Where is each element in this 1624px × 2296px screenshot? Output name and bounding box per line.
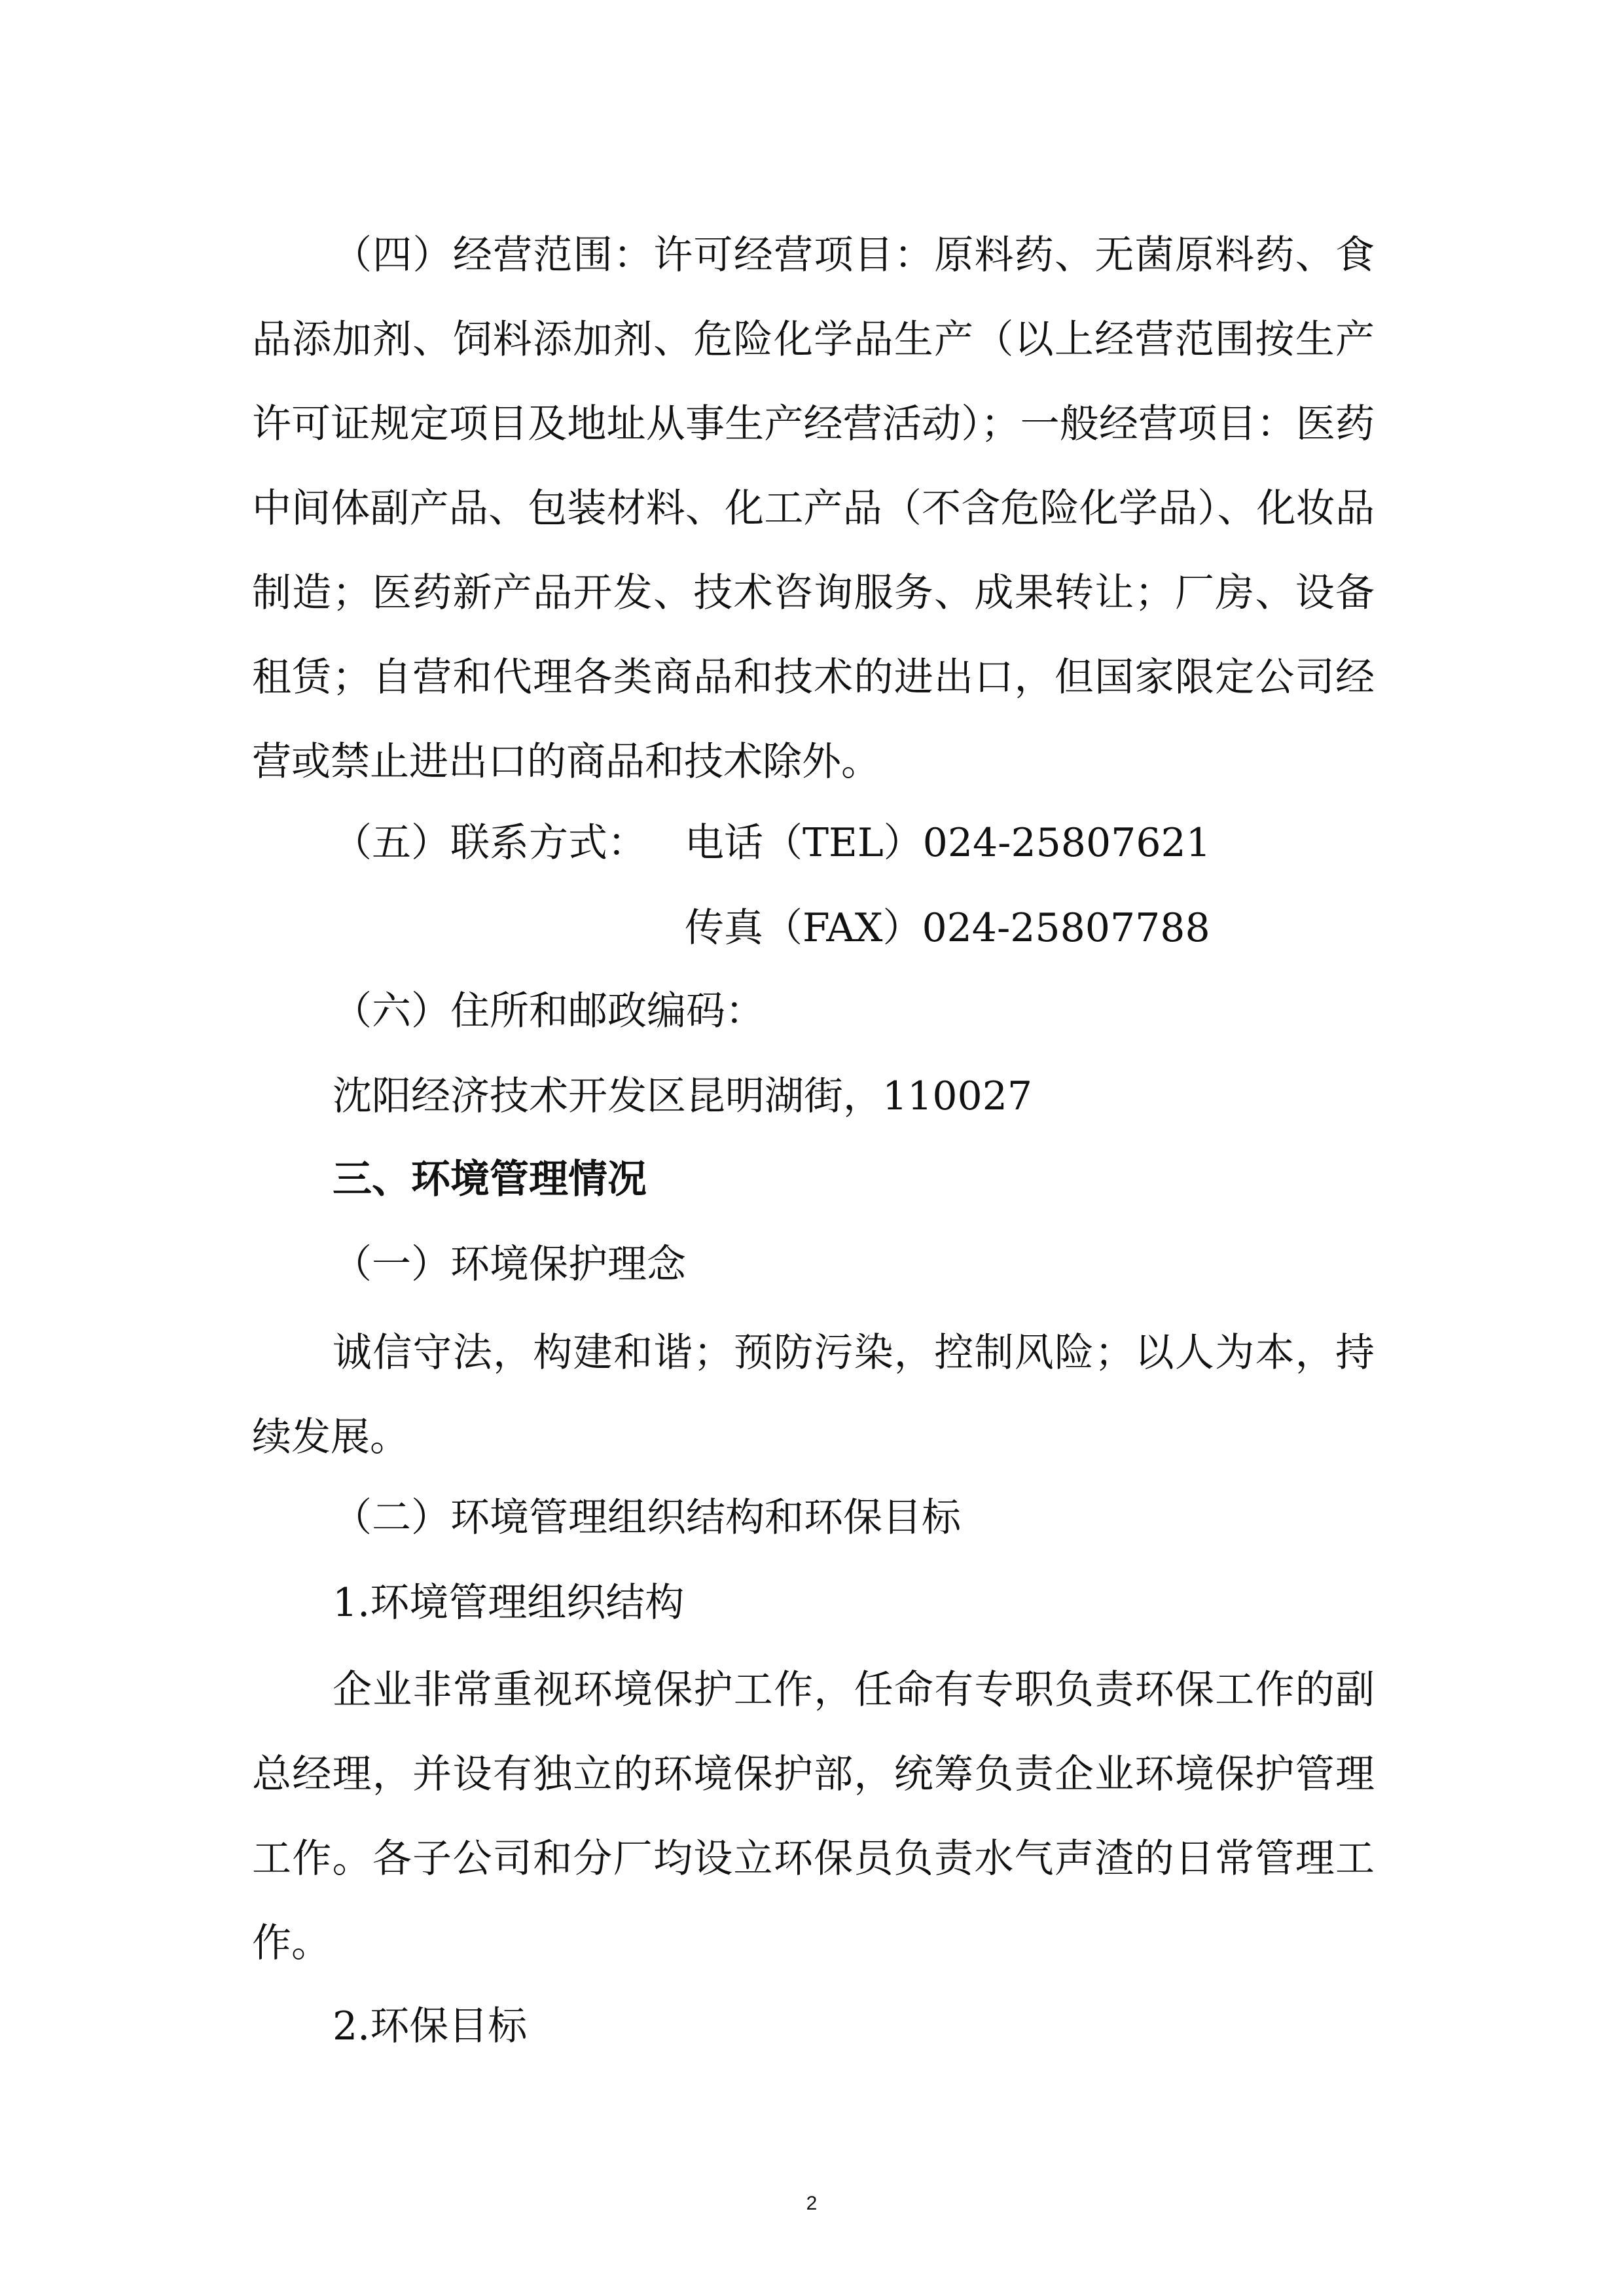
address-label: （六）住所和邮政编码： bbox=[333, 988, 765, 1034]
philosophy-title: （一）环境保护理念 bbox=[333, 1242, 686, 1287]
telephone-line: 电话（TEL）024-25807621 bbox=[685, 820, 1211, 866]
org-structure-paragraph: 企业非常重视环境保护工作，任命有专职负责环保工作的副总经理，并设有独立的环境保护部，统筹负责企业环境保护管理工作。各子公司和分厂均设立环保员负责水气声渣的日常管理工作。 bbox=[252, 1667, 1375, 1966]
contact-label: （五）联系方式： bbox=[333, 820, 647, 866]
page-number: 2 bbox=[806, 2193, 818, 2214]
org-structure-subtitle: 1.环境管理组织结构 bbox=[333, 1580, 685, 1626]
philosophy-paragraph: 诚信守法，构建和谐；预防污染，控制风险；以人为本，持续发展。 bbox=[252, 1330, 1375, 1460]
section-three-title: 三、环境管理情况 bbox=[333, 1157, 647, 1202]
targets-subtitle: 2.环保目标 bbox=[333, 2003, 528, 2049]
address-line: 沈阳经济技术开发区昆明湖街，110027 bbox=[333, 1073, 1033, 1119]
organization-title: （二）环境管理组织结构和环保目标 bbox=[333, 1495, 961, 1541]
business-scope-paragraph: （四）经营范围：许可经营项目：原料药、无菌原料药、食品添加剂、饲料添加剂、危险化学品生产（以上经营范围按生产许可证规定项目及地址从事生产经营活动）；一般经营项目：医药中间体副产品、包装材料、化工产品（不含危险化学品）、化妆品制造；医药新产品开发、技术咨询服务、成果转让；厂房、设备租赁；自营和代理各类商品和技术的进出口，但国家限定公司经营或禁止进出口的商品和技术除外。 bbox=[252, 232, 1375, 785]
fax-line: 传真（FAX）024-25807788 bbox=[685, 905, 1210, 951]
